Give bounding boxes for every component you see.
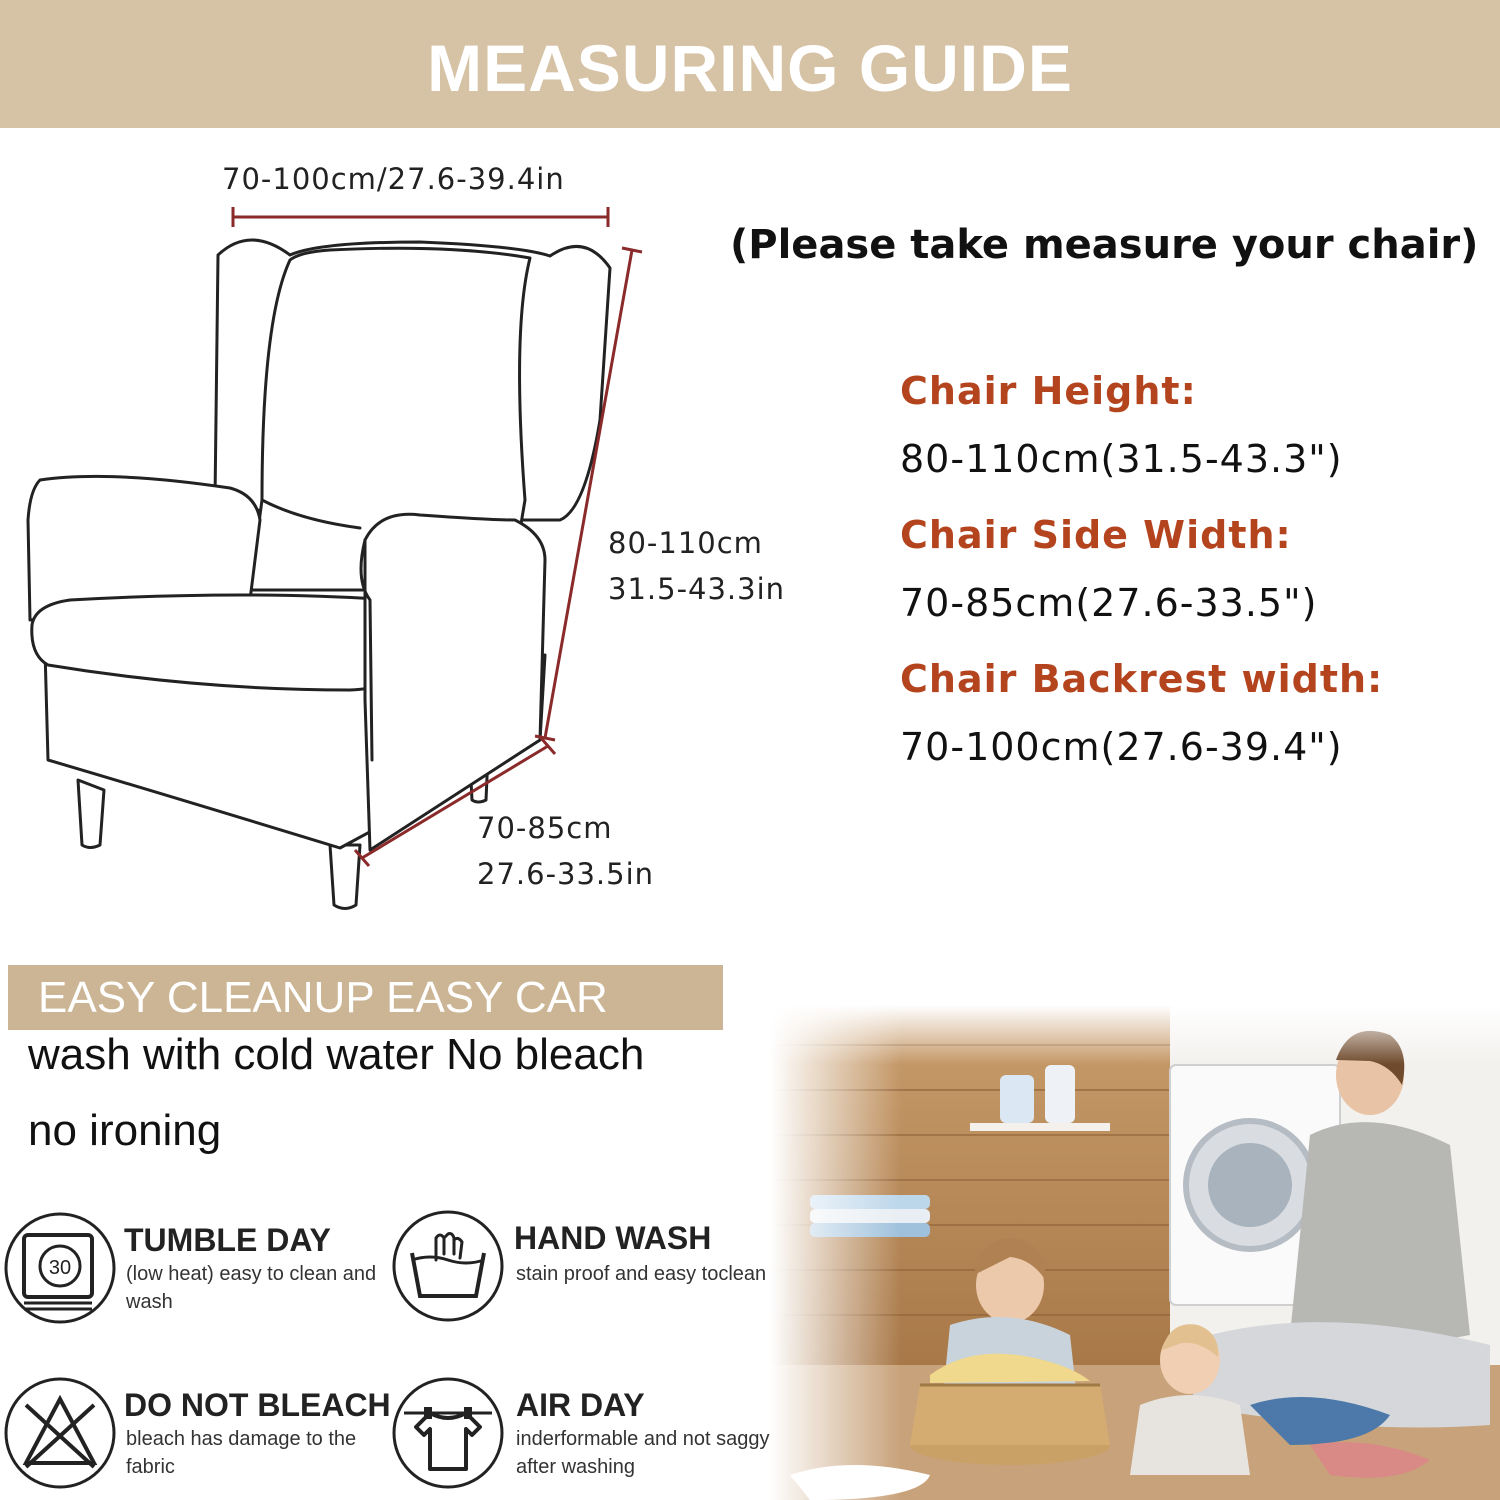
care-item-desc: stain proof and easy toclean xyxy=(516,1263,767,1285)
air-dry-icon xyxy=(390,1375,506,1491)
spec-label-height: Chair Height: xyxy=(900,369,1197,413)
chair-leg-back-left xyxy=(78,780,104,848)
spec-value-side-width: 70-85cm(27.6-33.5") xyxy=(900,581,1318,625)
spec-label-backrest-width: Chair Backrest width: xyxy=(900,657,1384,701)
height-label xyxy=(608,520,785,612)
care-item-desc: inderformable and not saggy after washing xyxy=(516,1428,770,1478)
side-cm: 70-85cm xyxy=(477,811,613,845)
care-item-desc: bleach has damage to the fabric xyxy=(126,1428,357,1478)
care-item-hand-wash xyxy=(390,1208,770,1328)
tumble-dry-icon xyxy=(2,1210,118,1326)
care-item-tumble-dry xyxy=(2,1210,402,1330)
banner-title: MEASURING GUIDE xyxy=(427,31,1073,105)
spec-label-side-width: Chair Side Width: xyxy=(900,513,1292,557)
height-in: 31.5-43.3in xyxy=(608,572,786,606)
care-item-air-dry xyxy=(390,1375,770,1495)
spec-value-height: 80-110cm(31.5-43.3") xyxy=(900,437,1343,481)
hand-wash-icon xyxy=(390,1208,506,1324)
care-item-title: HAND WASH xyxy=(514,1220,712,1256)
measuring-guide-banner xyxy=(0,0,1500,128)
chair-arm-right xyxy=(365,514,545,850)
backrest-width-label: 70-100cm/27.6-39.4in xyxy=(222,162,565,196)
care-item-title: TUMBLE DAY xyxy=(124,1222,331,1258)
care-banner xyxy=(8,965,723,1030)
care-line-2: no ironing xyxy=(28,1106,222,1155)
spec-value-backrest-width: 70-100cm(27.6-39.4") xyxy=(900,725,1343,769)
care-item-title: DO NOT BLEACH xyxy=(124,1387,391,1423)
care-item-do-not-bleach xyxy=(2,1375,402,1495)
do-not-bleach-icon xyxy=(2,1375,118,1491)
laundry-family-photo xyxy=(770,1005,1500,1500)
chair-leg-front xyxy=(330,845,360,909)
spec-list xyxy=(900,362,1383,794)
side-width-label xyxy=(477,805,654,897)
care-title: EASY CLEANUP EASY CAR xyxy=(38,972,608,1022)
height-cm: 80-110cm xyxy=(608,526,763,560)
tumble-dry-icon-text: 30 xyxy=(48,1257,72,1279)
measure-instruction: (Please take measure your chair) xyxy=(730,222,1479,268)
care-item-desc: (low heat) easy to clean and wash xyxy=(126,1263,377,1313)
care-item-title: AIR DAY xyxy=(516,1387,645,1423)
care-line-1: wash with cold water No bleach xyxy=(28,1030,645,1079)
side-in: 27.6-33.5in xyxy=(477,857,655,891)
